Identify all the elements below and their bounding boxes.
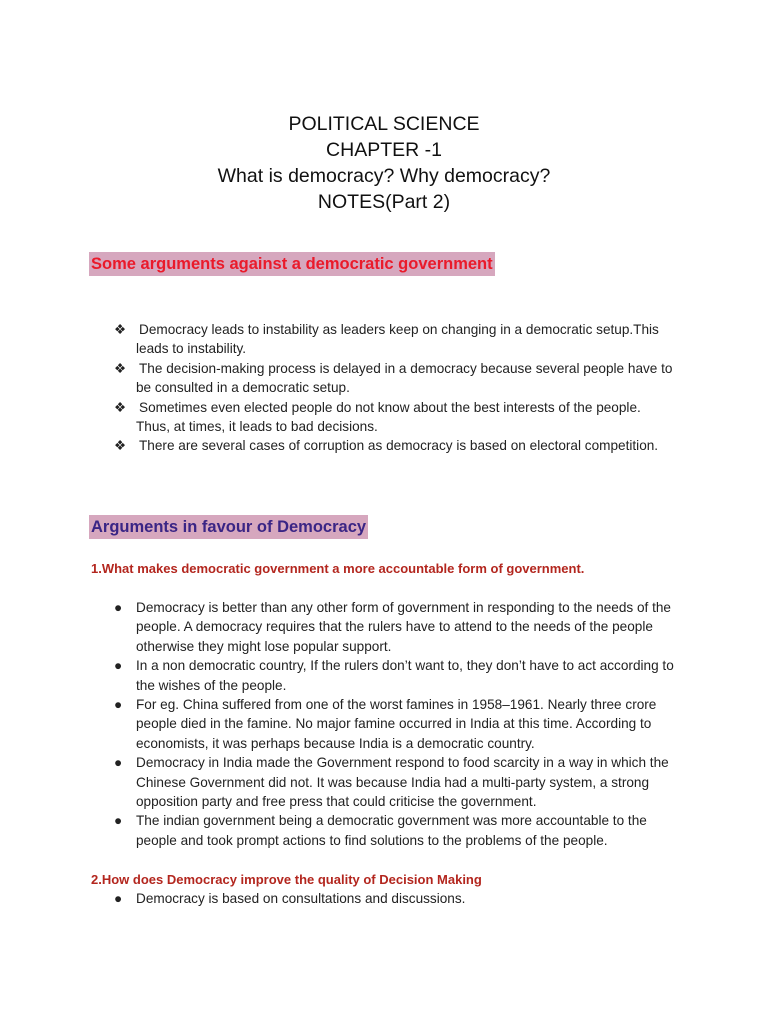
title-chapter: CHAPTER -1 [326,139,442,161]
question-accountability: 1.What makes democratic government a more accountable form of government. [91,561,585,576]
title-chapter-name: What is democracy? Why democracy? [217,165,551,187]
heading-arguments-against: Some arguments against a democratic government [89,252,495,276]
title-notes: NOTES(Part 2) [317,191,451,213]
bullet-icon: ● [114,697,123,713]
list-item: ❖ There are several cases of corruption as democracy is based on electoral competition. [0,436,676,455]
bullet-icon: ● [114,658,123,674]
list-item: ● Democracy is based on consultations and discussions. [0,889,676,908]
decision-making-list [0,889,676,908]
list-item: ● The indian government being a democratic government was more accountable to the people and took prompt actions to find solutions to the problems of the people. [114,813,647,848]
diamond-bullet-icon: ❖ [114,438,127,454]
against-list [0,320,676,456]
list-item: ● For eg. China suffered from one of the worst famines in 1958–1961. Nearly three crore people died in the famine. No major famine occurred in India at this time. According to economists, it was perhaps because India is a democratic country. [114,697,657,751]
list-item: ● In a non democratic country, If the rulers don’t want to, they don’t have to act according to the wishes of the people. [114,658,674,693]
bullet-icon: ● [114,755,123,771]
list-item: ● Democracy is better than any other form of government in responding to the needs of the people. A democracy requires that the rulers have to attend to the needs of the people otherwise they might lose popular support. [114,600,671,654]
diamond-bullet-icon: ❖ [114,322,127,337]
question-decision-making: 2.How does Democracy improve the quality of Decision Making [91,872,482,887]
title-subject: POLITICAL SCIENCE [288,113,480,135]
list-item: ❖ Democracy leads to instability as leaders keep on changing in a democratic setup.This leads to instability. [114,322,659,357]
heading-arguments-favour: Arguments in favour of Democracy [89,515,368,539]
diamond-bullet-icon: ❖ [114,360,127,376]
list-item: ❖ The decision-making process is delayed in a democracy because several people have to be consulted in a democratic setup. [114,360,673,396]
bullet-icon: ● [114,600,123,615]
list-item: ● Democracy in India made the Government respond to food scarcity in a way in which the Chinese Government did not. It was because India had a multi-party system, a strong opposition party and free press that could criticise the government. [114,755,669,810]
diamond-bullet-icon: ❖ [114,399,127,415]
accountability-list [0,598,676,850]
document-title [0,111,768,215]
bullet-icon: ● [114,813,123,829]
list-item: ❖ Sometimes even elected people do not know about the best interests of the people. Thus, at times, it leads to bad decisions. [114,399,641,435]
bullet-icon: ● [114,891,123,906]
